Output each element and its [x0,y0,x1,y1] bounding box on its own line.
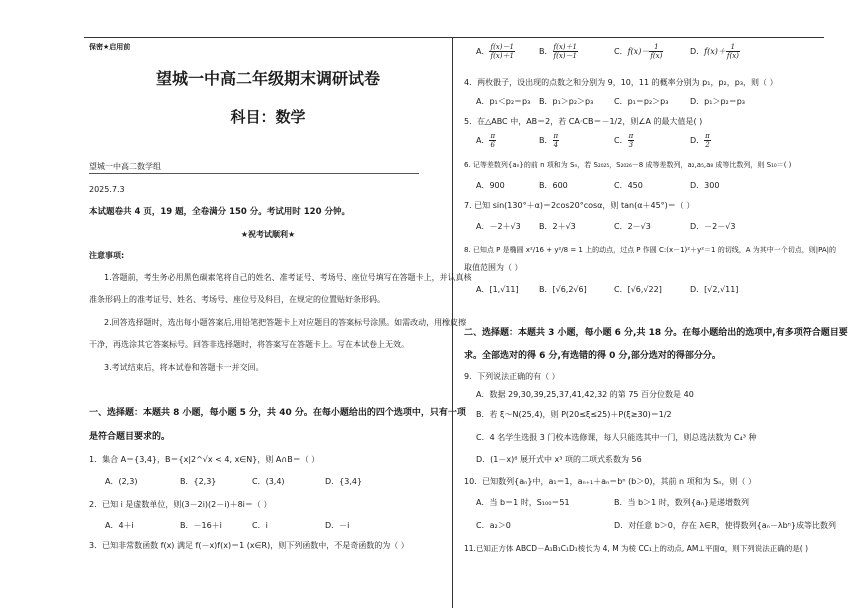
exam-title: 望城一中高二年级期末调研试卷 [155,69,380,88]
question-10-option-b: B．当 b＞1 时，数列{aₙ}是递增数列 [614,498,750,507]
question-2-option-d: D．－i [325,521,350,530]
question-2-option-b: B．－16＋i [180,521,222,530]
note-1-line-1: 1.答题前，考生务必用黑色碳素笔将自己的姓名、准考证号、考场号、座位号填写在答题卡上，并认真核 [104,273,472,282]
question-1-stem: 1．集合 A＝{3,4}，B＝{x|2^√x < 4, x∈N}，则 A∩B＝（ ） [89,455,320,464]
question-8-option-d: D．[√2,√11] [690,285,739,294]
note-1-line-2: 准条形码上的准考证号、姓名、考场号、座位号及科目，在规定的位置贴好条形码。 [89,295,385,304]
question-6-option-b: B．600 [539,181,568,190]
question-2-option-c: C．i [252,521,268,530]
question-3-option-c: C．f(x)－ $\frac{1}{f(x)}$ [614,43,663,60]
question-4-option-a: A．p₁＜p₂＝p₃ [476,97,531,106]
section-1-header-line-2: 是符合题目要求的。 [89,432,171,442]
question-3-option-a: A． $\frac{f(x)-1}{f(x)+1}$ [476,43,514,60]
question-6-option-d: D．300 [690,181,720,190]
question-10-option-d: D．对任意 b＞0，存在 λ∈R，使得数列{aₙ－λbⁿ}成等比数列 [614,521,836,530]
question-3-option-b: B． $\frac{f(x)+1}{f(x)-1}$ [539,43,577,60]
question-6-option-c: C．450 [614,181,643,190]
question-4-option-b: B．p₁＞p₂＞p₃ [539,97,594,106]
question-11-stem: 11.已知正方体 ABCD－A₁B₁C₁D₁棱长为 4, M 为棱 CC₁上的动点, AM⊥平面α，则下列说法正确的是( ) [464,544,809,553]
question-10-option-c: C．a₂＞0 [476,521,511,530]
secret-mark: 保密★启用前 [89,43,131,51]
question-1-option-a: A．(2,3) [105,477,138,486]
question-9-option-a: A．数据 29,30,39,25,37,41,42,32 的第 75 百分位数是 40 [476,390,694,399]
question-5-option-a: A． $\frac{\pi}{6}$ [476,132,496,149]
question-3-option-d: D．f(x)＋ $\frac{1}{f(x)}$ [690,43,739,60]
question-8-stem-line-1: 8. 已知点 P 是椭圆 x²/16 + y²/8 = 1 上的动点，过点 P 作圆 C:(x－1)²＋y²＝1 的切线，A 为其中一个切点，则|PA|的 [464,246,837,254]
question-4-option-d: D．p₁＞p₂＝p₃ [690,97,746,106]
question-8-stem-line-2: 取值范围为（ ） [464,263,523,272]
exam-intro: 本试题卷共 4 页，19 题，全卷满分 150 分。考试用时 120 分钟。 [89,207,350,217]
question-7-option-b: B．2＋√3 [539,222,576,231]
question-9-option-d: D．(1－x)⁸ 展开式中 x³ 项的二项式系数为 56 [476,455,642,464]
question-5-option-c: C． $\frac{\pi}{3}$ [614,132,634,149]
author-group: 望城一中高二数学组 [89,162,161,171]
question-1-option-c: C．(3,4) [252,477,285,486]
question-3-stem: 3．已知非常数函数 f(x) 满足 f(－x)f(x)＝1 (x∈R)，则下列函数中，不是奇函数的为（ ） [89,541,409,550]
question-8-option-a: A．[1,√11] [476,285,519,294]
section-2-header-line-2: 求。全部选对的得 6 分,有选错的得 0 分,部分选对的得部分分。 [464,351,721,361]
section-2-header-line-1: 二、选择题：本题共 3 小题，每小题 6 分,共 18 分。在每小题给出的选项中,有多项符合题目要 [464,328,848,338]
question-4-stem: 4．两枚骰子，设出现的点数之和分别为 9，10，11 的概率分别为 p₁，p₂，p₃，则（ ） [464,78,778,87]
subject-title: 科目：数学 [230,108,306,126]
question-9-option-b: B．若 ξ～N(25,4)，则 P(20≤ξ≤25)＋P(ξ≥30)＝1/2 [476,410,672,419]
question-9-stem: 9．下列说法正确的有（ ） [464,372,560,381]
exam-date: 2025.7.3 [89,185,125,194]
question-8-option-b: B．[√6,2√6] [539,285,587,294]
group-underline [89,173,419,174]
note-2-line-1: 2.回答选择题时，选出每小题答案后,用铅笔把答题卡上对应题目的答案标号涂黑。如需改动，用橡皮擦 [104,318,467,327]
notes-title: 注意事项: [89,251,125,260]
note-3: 3.考试结束后，将本试卷和答题卡一并交回。 [104,363,264,372]
question-7-option-c: C．2－√3 [614,222,651,231]
section-1-header-line-1: 一、选择题：本题共 8 小题，每小题 5 分，共 40 分。在每小题给出的四个选项中，只有一项 [89,408,466,418]
question-2-stem: 2．已知 i 是虚数单位，则(3－2i)(2－i)＋8i＝（ ） [89,500,272,509]
question-7-option-a: A．－2＋√3 [476,222,521,231]
question-4-option-c: C．p₁＝p₂＞p₃ [614,97,669,106]
question-1-option-d: D．{3,4} [325,477,363,486]
right-column [452,0,860,608]
question-2-option-a: A．4＋i [105,521,134,530]
question-5-option-d: D． $\frac{\pi}{2}$ [690,132,710,149]
question-9-option-c: C．4 名学生选报 3 门校本选修课，每人只能选其中一门，则总选法数为 C₄³ 种 [476,433,757,442]
note-2-line-2: 干净，再选涂其它答案标号。回答非选择题时，将答案写在答题卡上。写在本试卷上无效。 [89,340,409,349]
question-7-option-d: D．－2－√3 [690,222,736,231]
question-8-option-c: C．[√6,√22] [614,285,662,294]
question-1-option-b: B．{2,3} [180,477,217,486]
good-luck: ★祝考试顺利★ [240,230,296,239]
question-6-stem: 6. 记等差数列{aₙ}的前 n 项和为 Sₙ，若 S₂₀₂₅，S₂₀₂₆－8 成等差数列，a₂,a₅,a₈ 成等比数列，则 S₁₀＝( ) [464,161,792,169]
question-5-option-b: B． $\frac{\pi}{4}$ [539,132,559,149]
question-6-option-a: A．900 [476,181,505,190]
question-10-option-a: A．当 b＝1 时，S₁₀₀＝51 [476,498,570,507]
question-10-stem: 10．已知数列{aₙ}中，a₁＝1，aₙ₊₁＋aₙ＝bⁿ (b＞0)，其前 n 项和为 Sₙ，则（ ） [464,477,756,486]
question-5-stem: 5．在△ABC 中，AB＝2，若 CA·CB＝－1/2，则∠A 的最大值是( ) [464,117,703,126]
question-7-stem: 7. 已知 sin(130°＋α)＝2cos20°cosα，则 tan(α＋45°)＝（ ） [464,201,695,210]
